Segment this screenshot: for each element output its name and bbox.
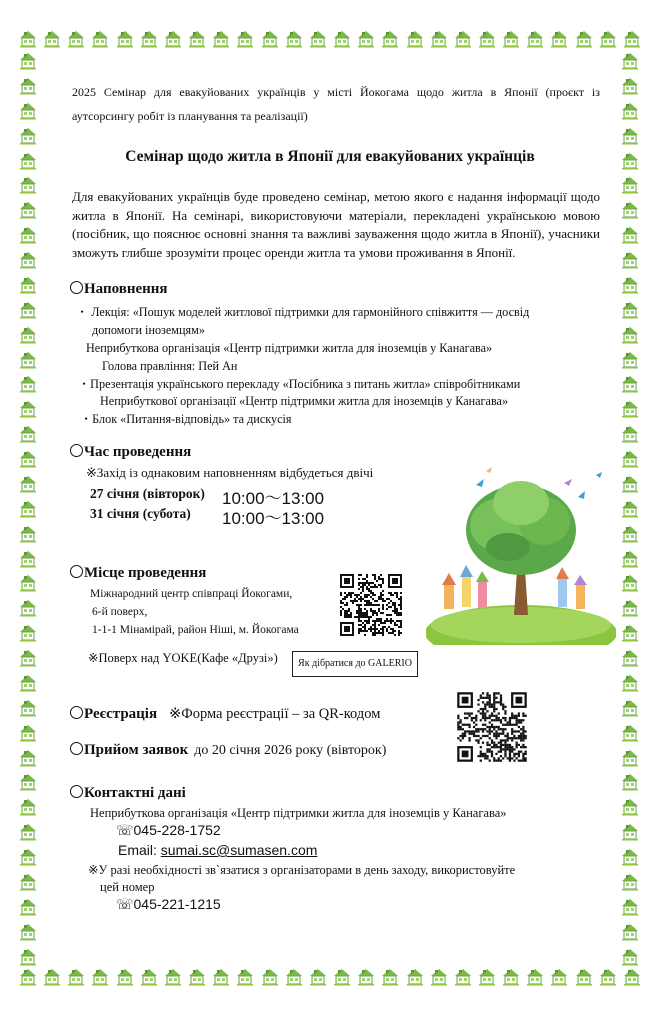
content-item2-b: Неприбуткової організації «Центр підтримки житла для іноземців у Канагава» <box>100 394 509 408</box>
content-item2-a: ・Презентація українського перекладу «Посібника з питань житла» співробітниками <box>78 377 521 391</box>
place-line1: Міжнародний центр співпраці Йокогами, <box>90 588 293 600</box>
contact-note-b: цей номер <box>100 880 155 894</box>
map-qr-code-icon[interactable] <box>338 572 404 638</box>
time-heading <box>70 444 191 461</box>
email-label: Email: <box>118 842 157 858</box>
email-link[interactable]: sumai.sc@sumasen.com <box>160 842 318 858</box>
circle-bullet-icon <box>70 742 83 755</box>
contact-heading <box>70 785 186 802</box>
time-heading-text: Час проведення <box>84 444 192 460</box>
circle-bullet-icon <box>70 444 83 457</box>
intro-paragraph: Для евакуйованих українців буде проведено семінар, метою якого є надання інформації щодо житла в Японії. На семінарі, використовуючи матеріали, перекладені українською мовою (посібник, що пояснює основні знання та важливі зауваження щодо житла в Японії), учасники зможуть глибше зрозуміти процес оренди житла та умови проживання в Японії. <box>72 189 600 260</box>
registration-heading: Реєстрація <box>84 706 158 722</box>
deadline-heading: Прийом заявок <box>84 742 189 758</box>
place-heading-text: Місце проведення <box>84 565 207 581</box>
registration-text: ※Форма реєстрації – за QR-кодом <box>169 706 381 722</box>
deadline-text: до 20 січня 2026 року (вівторок) <box>194 743 387 758</box>
place-note: ※Поверх над YOKE(Кафе «Друзі») <box>88 651 278 665</box>
registration-qr-code-icon[interactable] <box>455 690 529 764</box>
directions-button[interactable]: Як дібратися до GALERIO <box>292 651 418 677</box>
place-line3: 1-1-1 Мінамірай, район Ніші, м. Йокогама <box>92 624 299 636</box>
content-item1-d: Голова правління: Пей Ан <box>102 359 238 373</box>
circle-bullet-icon <box>70 565 83 578</box>
circle-bullet-icon <box>70 785 83 798</box>
content-item1-a: ・ Лекція: «Пошук моделей житлової підтримки для гармонійного співжиття — досвід <box>76 305 530 319</box>
contact-org: Неприбуткова організація «Центр підтримки житла для іноземців у Канагава» <box>90 806 507 820</box>
time-note: ※Захід із однаковим наповненням відбудеться двічі <box>86 465 374 480</box>
time-2: 10:00～13:00 <box>222 509 325 528</box>
header-line: 2025 Семінар для евакуйованих українців у місті Йокогама щодо житла в Японії (проєкт із аутсорсингу робіт із планування та реалізації) <box>72 85 600 123</box>
content-item3: ・Блок «Питання-відповідь» та дискусія <box>80 412 292 426</box>
date-1: 27 січня (вівторок) <box>90 486 205 501</box>
deadline-row <box>70 741 386 759</box>
content-heading-text: Наповнення <box>84 281 168 297</box>
contact-phone2[interactable]: ☏045-221-1215 <box>116 896 221 912</box>
place-line2: 6-й поверх, <box>92 606 148 618</box>
date-2: 31 січня (субота) <box>90 506 191 521</box>
content-item1-b: допомоги іноземцям» <box>92 323 205 337</box>
circle-bullet-icon <box>70 706 83 719</box>
place-heading <box>70 565 206 582</box>
contact-phone[interactable]: ☏045-228-1752 <box>116 822 221 838</box>
contact-email-row <box>118 842 317 858</box>
content-heading <box>70 281 168 298</box>
registration-row <box>70 705 380 723</box>
content-item1-c: Неприбуткова організація «Центр підтримки житла для іноземців у Канагава» <box>86 341 493 355</box>
contact-note-a: ※У разі необхідності зв`язатися з організаторами в день заходу, використовуйте <box>88 863 516 877</box>
page-title: Семінар щодо житла в Японії для евакуйованих українців <box>125 148 535 165</box>
tree-illustration <box>426 455 616 645</box>
time-1: 10:00～13:00 <box>222 489 325 508</box>
circle-bullet-icon <box>70 281 83 294</box>
contact-heading-text: Контактні дані <box>84 785 186 801</box>
